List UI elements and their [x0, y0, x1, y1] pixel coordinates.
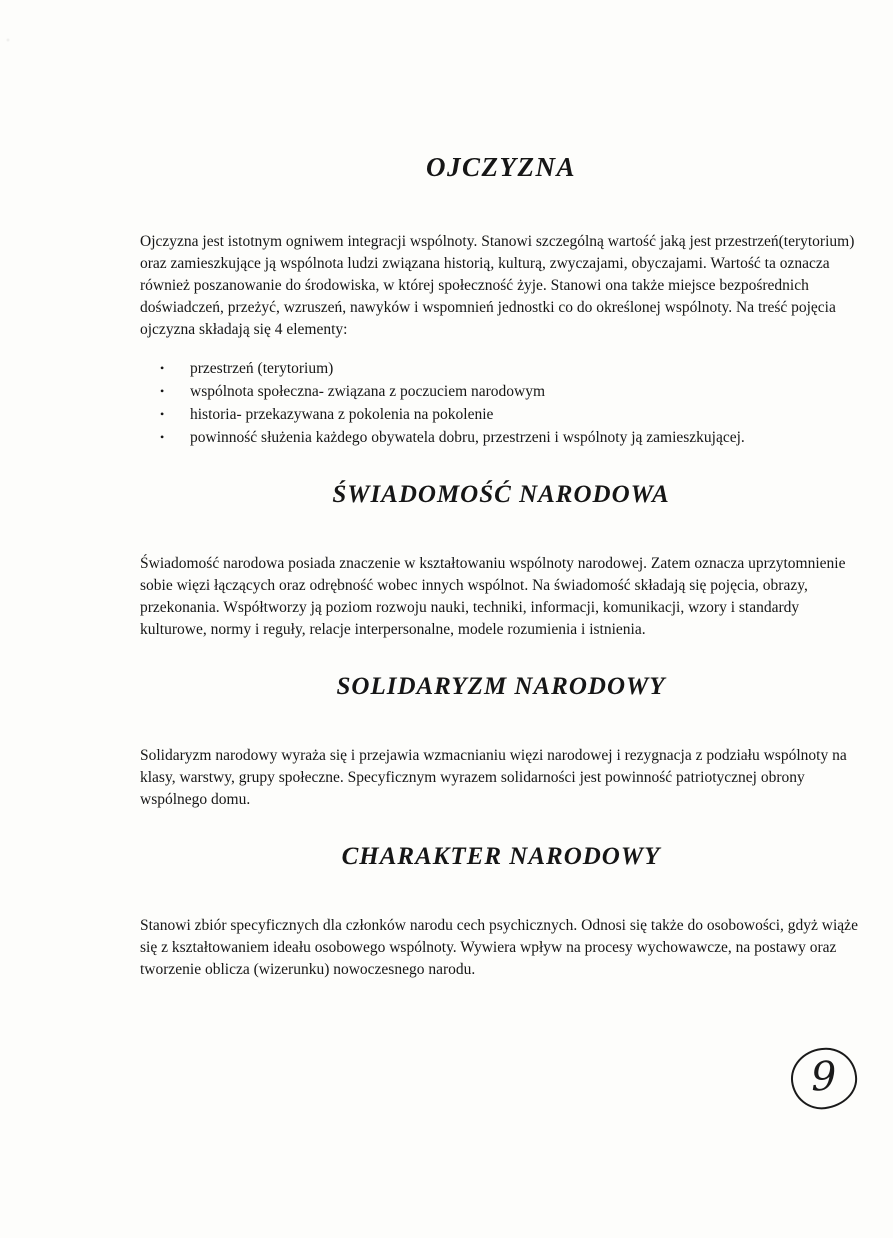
- list-item: [140, 380, 862, 403]
- bullet-list: [140, 357, 862, 449]
- bullet-text: powinność służenia każdego obywatela dobru, przestrzeni i wspólnoty ją zamieszkującej.: [190, 429, 745, 446]
- bullet-text: historia- przekazywana z pokolenia na pokolenie: [190, 406, 494, 423]
- list-item: [140, 426, 862, 449]
- page-number-circle: [788, 1044, 861, 1113]
- solidaryzm-paragraph: Solidaryzm narodowy wyraża się i przejawia wzmacnianiu więzi narodowej i rezygnacja z podziału wspólnoty na klasy, warstwy, grupy społeczne. Specyficznym wyrazem solidarności jest powinność patriotycznej obrony wspólnego domu.: [140, 747, 847, 808]
- bullet-text: wspólnota społeczna- związana z poczuciem narodowym: [190, 383, 546, 400]
- bullet-icon: •: [160, 430, 165, 444]
- list-item: [140, 403, 862, 426]
- bullet-icon: •: [160, 361, 165, 375]
- section-heading-charakter-narodowy: CHARAKTER NARODOWY: [341, 843, 661, 870]
- bullet-icon: •: [160, 384, 165, 398]
- swiadomosc-paragraph: Świadomość narodowa posiada znaczenie w kształtowaniu wspólnoty narodowej. Zatem oznacza uprzytomnienie sobie więzi łączących oraz odrębność wobec innych wspólnot. Na świadomość składają się pojęcia, obrazy, przekonania. Współtworzy ją poziom rozwoju nauki, techniki, informacji, komunikacji, wzory i standardy kulturowe, normy i reguły, relacje interpersonalne, modele rozumienia i istnienia.: [140, 555, 846, 638]
- section-heading-swiadomosc-narodowa: ŚWIADOMOŚĆ NARODOWA: [332, 481, 670, 508]
- bullet-text: przestrzeń (terytorium): [190, 360, 334, 377]
- charakter-paragraph: Stanowi zbiór specyficznych dla członków narodu cech psychicznych. Odnosi się także do osobowości, gdyż wiąże się z kształtowaniem ideału osobowego wspólnoty. Wywiera wpływ na procesy wychowawcze, na postawy oraz tworzenie oblicza (wizerunku) nowoczesnego narodu.: [140, 917, 858, 978]
- page-number: 9: [810, 1053, 838, 1100]
- ojczyzna-paragraph: Ojczyzna jest istotnym ogniwem integracji wspólnoty. Stanowi szczególną wartość jaką jest przestrzeń(terytorium) oraz zamieszkujące ją wspólnota ludzi związana historią, kulturą, zwyczajami, obyczajami. Wartość ta oznacza również poszanowanie do środowiska, w której społeczność żyje. Stanowi ona także miejsce bezpośrednich doświadczeń, przeżyć, wzruszeń, nawyków i wspomnień jednostki co do określonej wspólnoty. Na treść pojęcia ojczyzna składają się 4 elementy:: [140, 233, 855, 338]
- section-heading-solidaryzm-narodowy: SOLIDARYZM NARODOWY: [336, 673, 666, 700]
- document-content: [140, 0, 862, 981]
- list-item: [140, 357, 862, 380]
- document-title: OJCZYZNA: [426, 152, 576, 182]
- bullet-icon: •: [160, 407, 165, 421]
